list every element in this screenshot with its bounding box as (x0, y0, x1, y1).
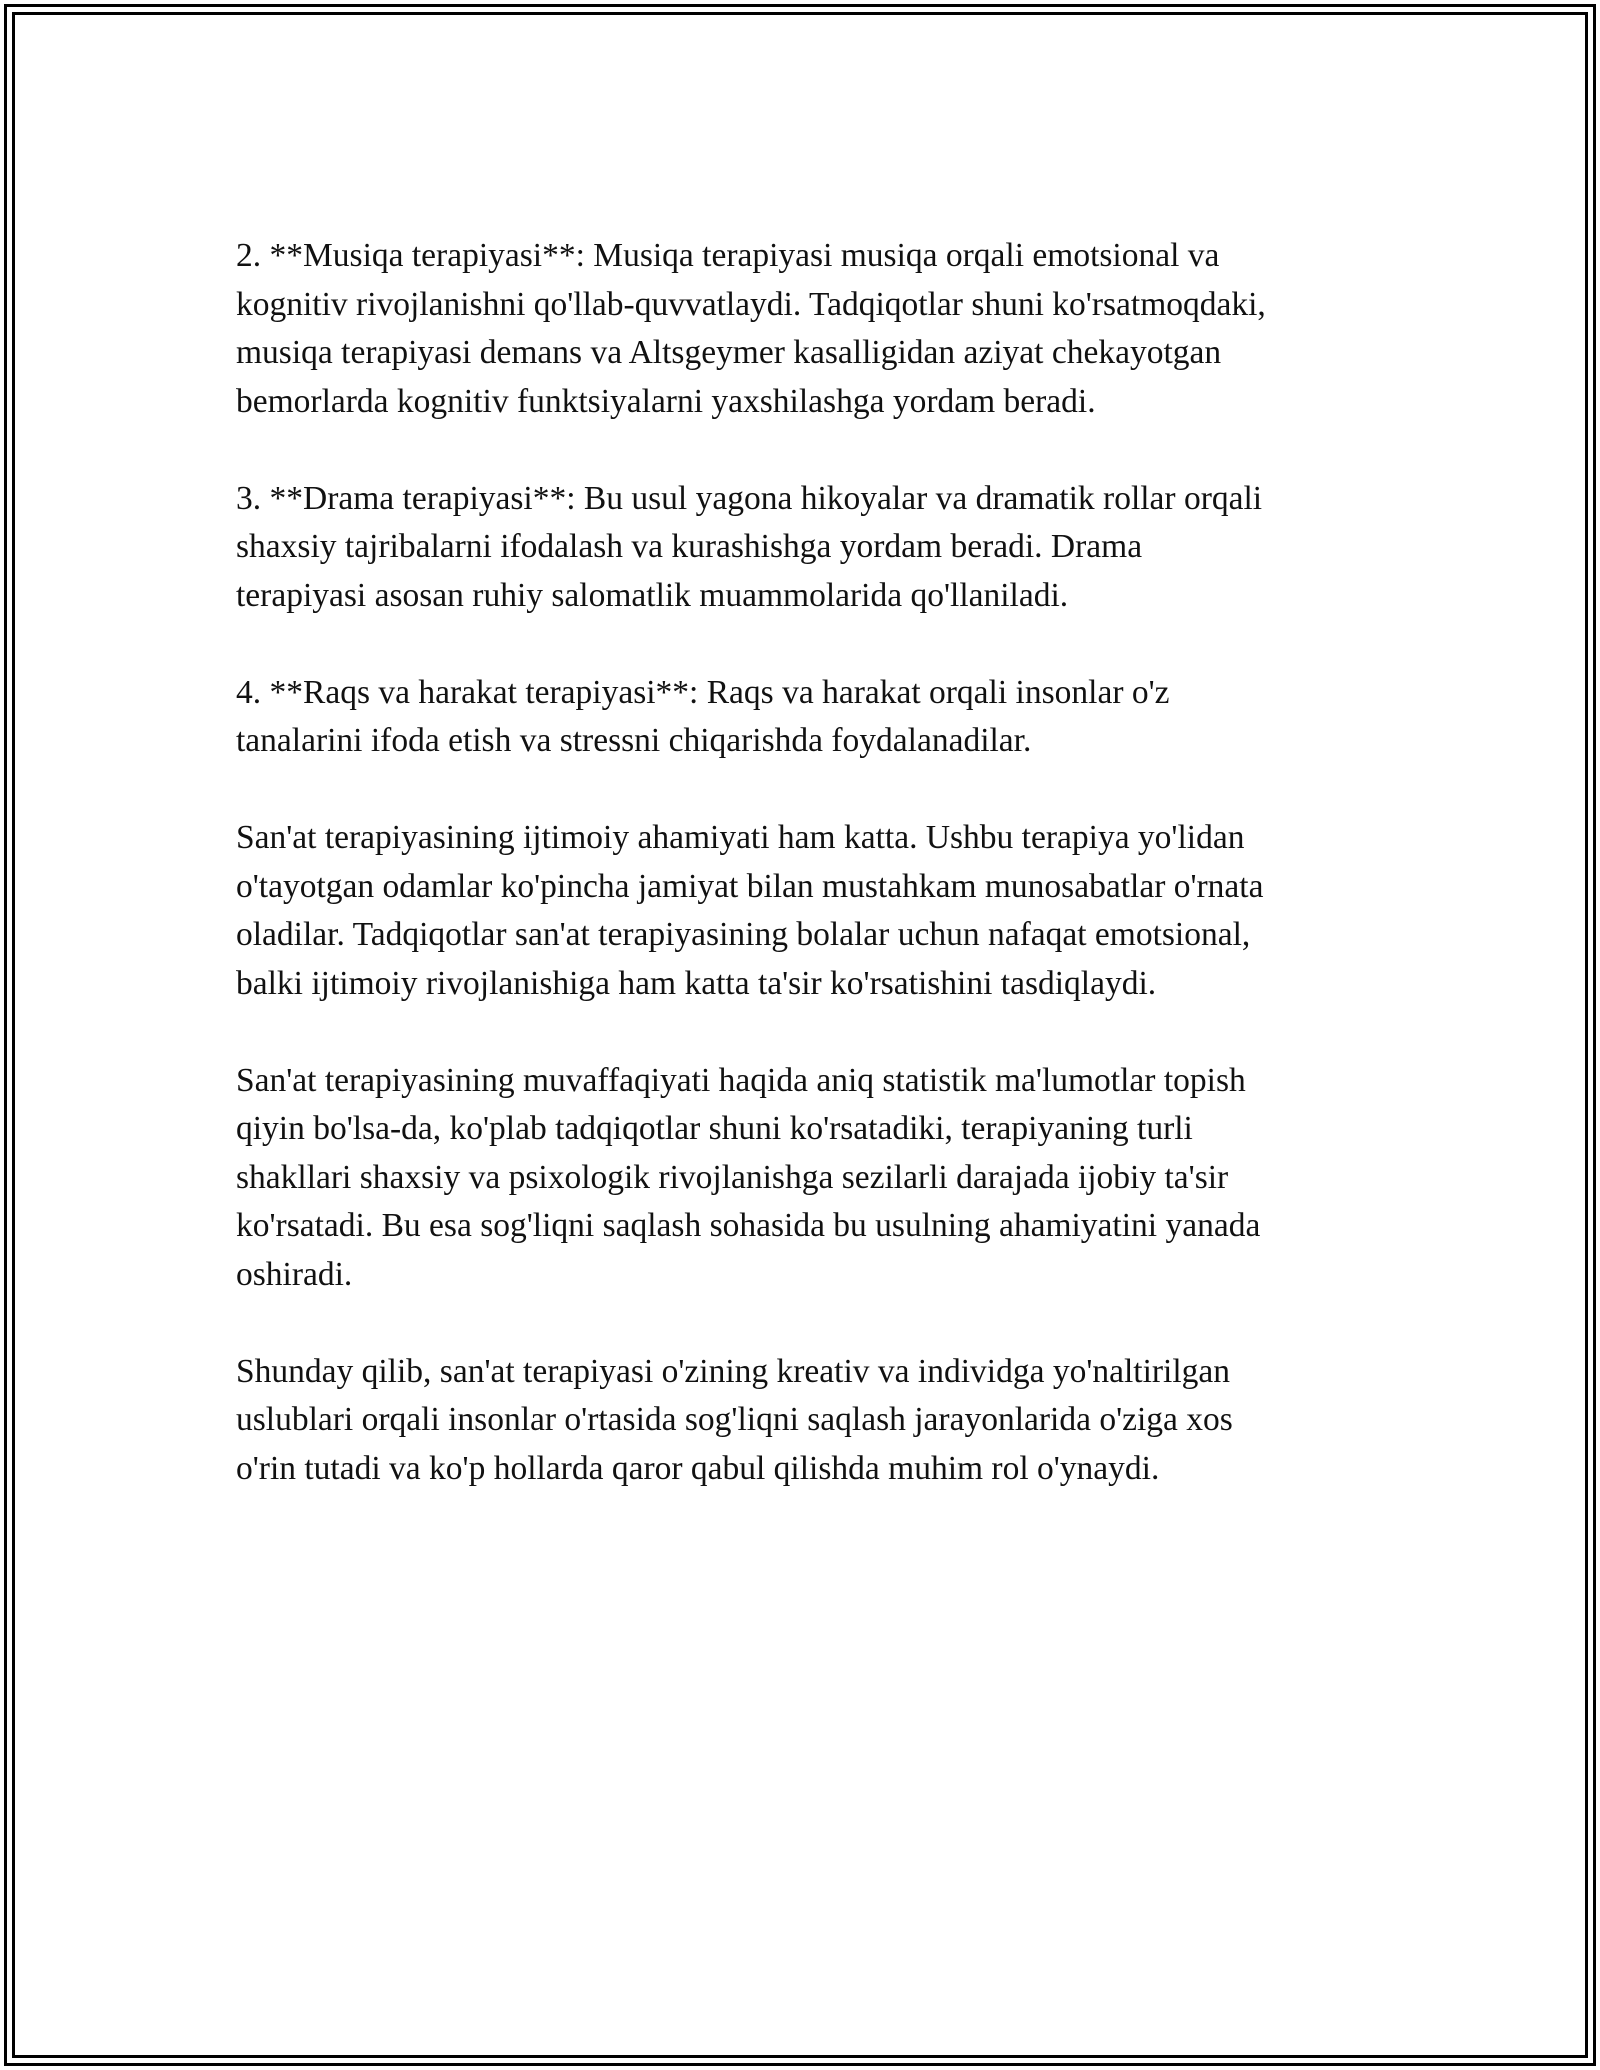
paragraph-statistics: San'at terapiyasining muvaffaqiyati haqida aniq statistik ma'lumotlar topish qiyin bo'lsa-da, ko'plab tadqiqotlar shuni ko'rsatadiki, terapiyaning turli shakllari shaxsiy va psixologik rivojlanishga sezilarli darajada ijobiy ta'sir ko'rsatadi. Bu esa sog'liqni saqlash sohasida bu usulning ahamiyatini yanada oshiradi. (236, 1061, 1261, 1293)
paragraph-conclusion: Shunday qilib, san'at terapiyasi o'zining kreativ va individga yo'naltirilgan uslublari orqali insonlar o'rtasida sog'liqni saqlash jarayonlarida o'ziga xos o'rin tutadi va ko'p hollarda qaror qabul qilishda muhim rol o'ynaydi. (236, 1352, 1233, 1487)
paragraph-drama-therapy: 3. **Drama terapiyasi**: Bu usul yagona hikoyalar va dramatik rollar orqali shaxsiy tajribalarni ifodalash va kurashishga yordam beradi. Drama terapiyasi asosan ruhiy salomatlik muammolarida qo'llaniladi. (236, 479, 1263, 614)
paragraph-social-importance: San'at terapiyasining ijtimoiy ahamiyati ham katta. Ushbu terapiya yo'lidan o'tayotgan odamlar ko'pincha jamiyat bilan mustahkam munosabatlar o'rnata oladilar. Tadqiqotlar san'at terapiyasining bolalar uchun nafaqat emotsional, balki ijtimoiy rivojlanishiga ham katta ta'sir ko'rsatishini tasdiqlaydi. (236, 819, 1264, 1002)
document-body (236, 232, 1371, 1542)
paragraph-music-therapy: 2. **Musiqa terapiyasi**: Musiqa terapiyasi musiqa orqali emotsional va kognitiv rivojlanishni qo'llab-quvvatlaydi. Tadqiqotlar shuni ko'rsatmoqdaki, musiqa terapiyasi demans va Altsgeymer kasalligidan aziyat chekayotgan bemorlarda kognitiv funktsiyalarni yaxshilashga yordam beradi. (236, 237, 1266, 420)
paragraph-dance-movement-therapy: 4. **Raqs va harakat terapiyasi**: Raqs va harakat orqali insonlar o'z tanalarini ifoda etish va stressni chiqarishda foydalanadilar. (236, 673, 1170, 759)
